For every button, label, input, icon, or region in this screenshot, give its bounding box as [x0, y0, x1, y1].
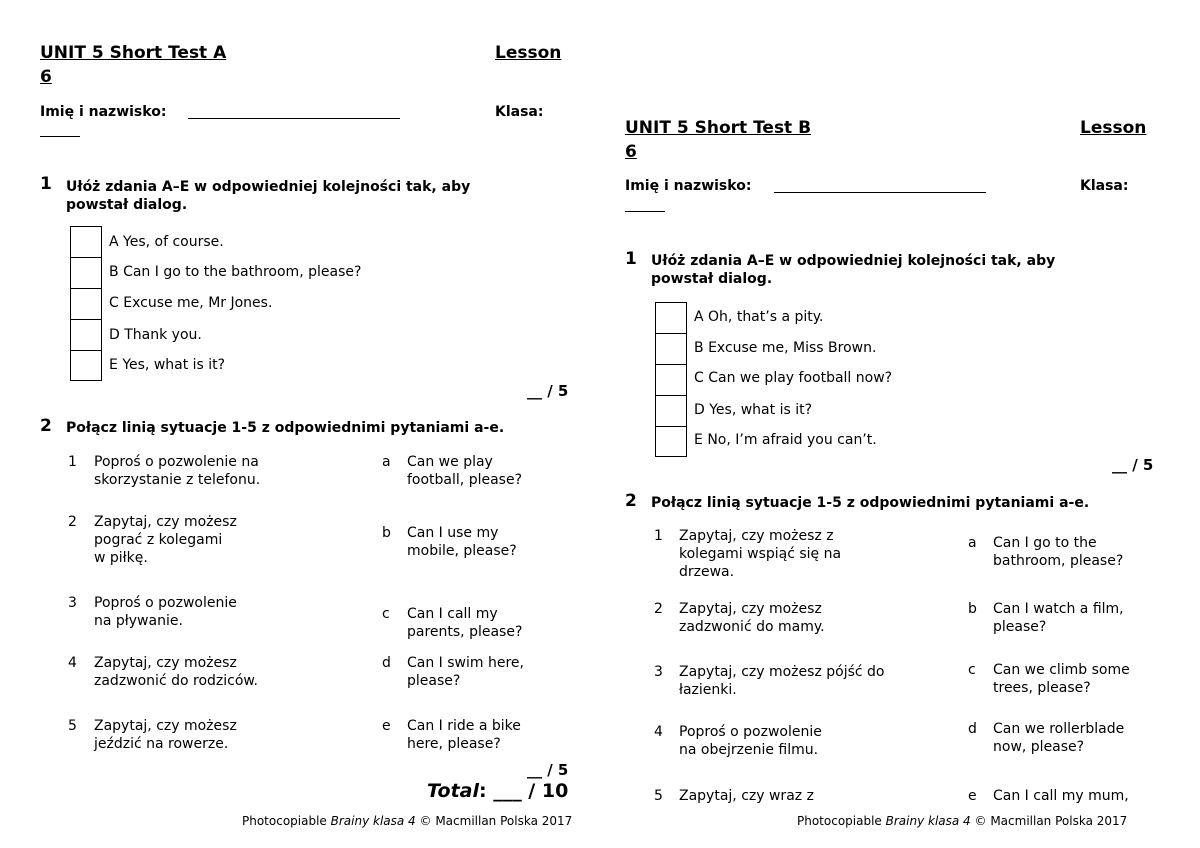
test-b-lesson-number: 6	[625, 142, 637, 162]
question-a: Can we play football, please?	[407, 454, 523, 488]
test-a-q1-instruction-line2: powstał dialog.	[66, 197, 188, 213]
test-a-q2-instruction: Połącz linią sytuacje 1-5 z odpowiednimi pytaniami a-e.	[66, 420, 505, 436]
situation-4: Poproś o pozwolenie na obejrzenie filmu.	[679, 724, 822, 758]
question-d: Can we rollerblade now, please?	[993, 721, 1125, 755]
test-b-q2-instruction: Połącz linią sytuacje 1-5 z odpowiednimi pytaniami a-e.	[651, 495, 1090, 511]
test-b-class-label: Klasa:	[1080, 178, 1129, 194]
test-b-title: UNIT 5 Short Test B	[625, 118, 812, 138]
option-c: C Can we play football now?	[694, 370, 893, 386]
test-a-total: Total: ___ / 10	[427, 780, 569, 802]
test-b-order-boxes	[655, 302, 687, 457]
option-c: C Excuse me, Mr Jones.	[109, 295, 273, 311]
option-a: A Yes, of course.	[109, 234, 224, 250]
situation-number: 5	[654, 788, 663, 804]
answer-box-1[interactable]	[71, 227, 101, 258]
situation-1: Zapytaj, czy możesz z kolegami wspiąć się na drzewa.	[679, 528, 842, 580]
question-b: Can I use my mobile, please?	[407, 525, 517, 559]
test-a-class-label: Klasa:	[495, 104, 544, 120]
situation-5: Zapytaj, czy wraz z	[679, 788, 814, 804]
question-a: Can I go to the bathroom, please?	[993, 535, 1124, 569]
test-a-q1-instruction-line1: Ułóż zdania A–E w odpowiedniej kolejności tak, aby	[66, 179, 471, 195]
test-b-lesson: Lesson	[1080, 118, 1147, 138]
answer-box-4[interactable]	[71, 320, 101, 351]
situation-4: Zapytaj, czy możesz zadzwonić do rodziców.	[94, 655, 259, 689]
situation-number: 2	[68, 514, 77, 530]
answer-box-5[interactable]	[656, 427, 686, 456]
test-b-name-label: Imię i nazwisko:	[625, 178, 752, 194]
test-a-order-boxes	[70, 226, 102, 381]
question-e: Can I call my mum,	[993, 788, 1129, 804]
situation-2: Zapytaj, czy możesz pograć z kolegami w piłkę.	[94, 514, 237, 566]
question-letter: e	[968, 788, 977, 804]
option-a: A Oh, that’s a pity.	[694, 309, 824, 325]
question-letter: b	[968, 601, 977, 617]
question-b: Can I watch a film, please?	[993, 601, 1124, 635]
situation-number: 2	[654, 601, 663, 617]
test-a-class-field[interactable]	[40, 122, 80, 137]
test-b-class-field[interactable]	[625, 197, 665, 212]
test-b-name-field[interactable]	[774, 178, 986, 193]
situation-3: Zapytaj, czy możesz pójść do łazienki.	[679, 664, 885, 698]
question-letter: b	[382, 525, 391, 541]
option-e: E No, I’m afraid you can’t.	[694, 432, 877, 448]
question-letter: c	[968, 662, 976, 678]
question-letter: a	[968, 535, 977, 551]
test-a-title: UNIT 5 Short Test A	[40, 43, 227, 63]
test-b-q1-number: 1	[625, 249, 637, 269]
question-e: Can I ride a bike here, please?	[407, 718, 521, 752]
test-b-q2-number: 2	[625, 491, 637, 511]
question-letter: d	[382, 655, 391, 671]
test-a-lesson-number: 6	[40, 67, 52, 87]
question-letter: a	[382, 454, 391, 470]
situation-number: 1	[654, 528, 663, 544]
test-a-lesson: Lesson	[495, 43, 562, 63]
test-a-q1-number: 1	[40, 174, 52, 194]
answer-box-4[interactable]	[656, 396, 686, 427]
option-d: D Thank you.	[109, 327, 202, 343]
situation-1: Poproś o pozwolenie na skorzystanie z telefonu.	[94, 454, 261, 488]
situation-number: 3	[654, 664, 663, 680]
test-b-q1-score: __ / 5	[1112, 456, 1154, 474]
question-c: Can we climb some trees, please?	[993, 662, 1130, 696]
option-b: B Can I go to the bathroom, please?	[109, 264, 362, 280]
answer-box-2[interactable]	[71, 258, 101, 289]
situation-5: Zapytaj, czy możesz jeździć na rowerze.	[94, 718, 237, 752]
answer-box-3[interactable]	[656, 365, 686, 396]
test-a-name-field[interactable]	[188, 104, 400, 119]
situation-number: 4	[68, 655, 77, 671]
question-letter: d	[968, 721, 977, 737]
question-c: Can I call my parents, please?	[407, 606, 523, 640]
answer-box-1[interactable]	[656, 303, 686, 334]
test-b-footer: Photocopiable Brainy klasa 4 © Macmillan Polska 2017	[797, 814, 1128, 828]
answer-box-5[interactable]	[71, 351, 101, 380]
situation-2: Zapytaj, czy możesz zadzwonić do mamy.	[679, 601, 825, 635]
test-b-q1-instruction-line2: powstał dialog.	[651, 271, 773, 287]
option-e: E Yes, what is it?	[109, 357, 226, 373]
test-b-q1-instruction-line1: Ułóż zdania A–E w odpowiedniej kolejności tak, aby	[651, 253, 1056, 269]
answer-box-3[interactable]	[71, 289, 101, 320]
situation-3: Poproś o pozwolenie na pływanie.	[94, 595, 237, 629]
situation-number: 5	[68, 718, 77, 734]
situation-number: 4	[654, 724, 663, 740]
test-a-q1-score: __ / 5	[527, 382, 569, 400]
option-b: B Excuse me, Miss Brown.	[694, 340, 877, 356]
option-d: D Yes, what is it?	[694, 402, 813, 418]
test-a-name-label: Imię i nazwisko:	[40, 104, 167, 120]
test-a-q2-score: __ / 5	[527, 761, 569, 779]
question-letter: c	[382, 606, 390, 622]
test-a-footer: Photocopiable Brainy klasa 4 © Macmillan Polska 2017	[242, 814, 573, 828]
question-letter: e	[382, 718, 391, 734]
test-a-q2-number: 2	[40, 416, 52, 436]
situation-number: 1	[68, 454, 77, 470]
question-d: Can I swim here, please?	[407, 655, 524, 689]
answer-box-2[interactable]	[656, 334, 686, 365]
situation-number: 3	[68, 595, 77, 611]
